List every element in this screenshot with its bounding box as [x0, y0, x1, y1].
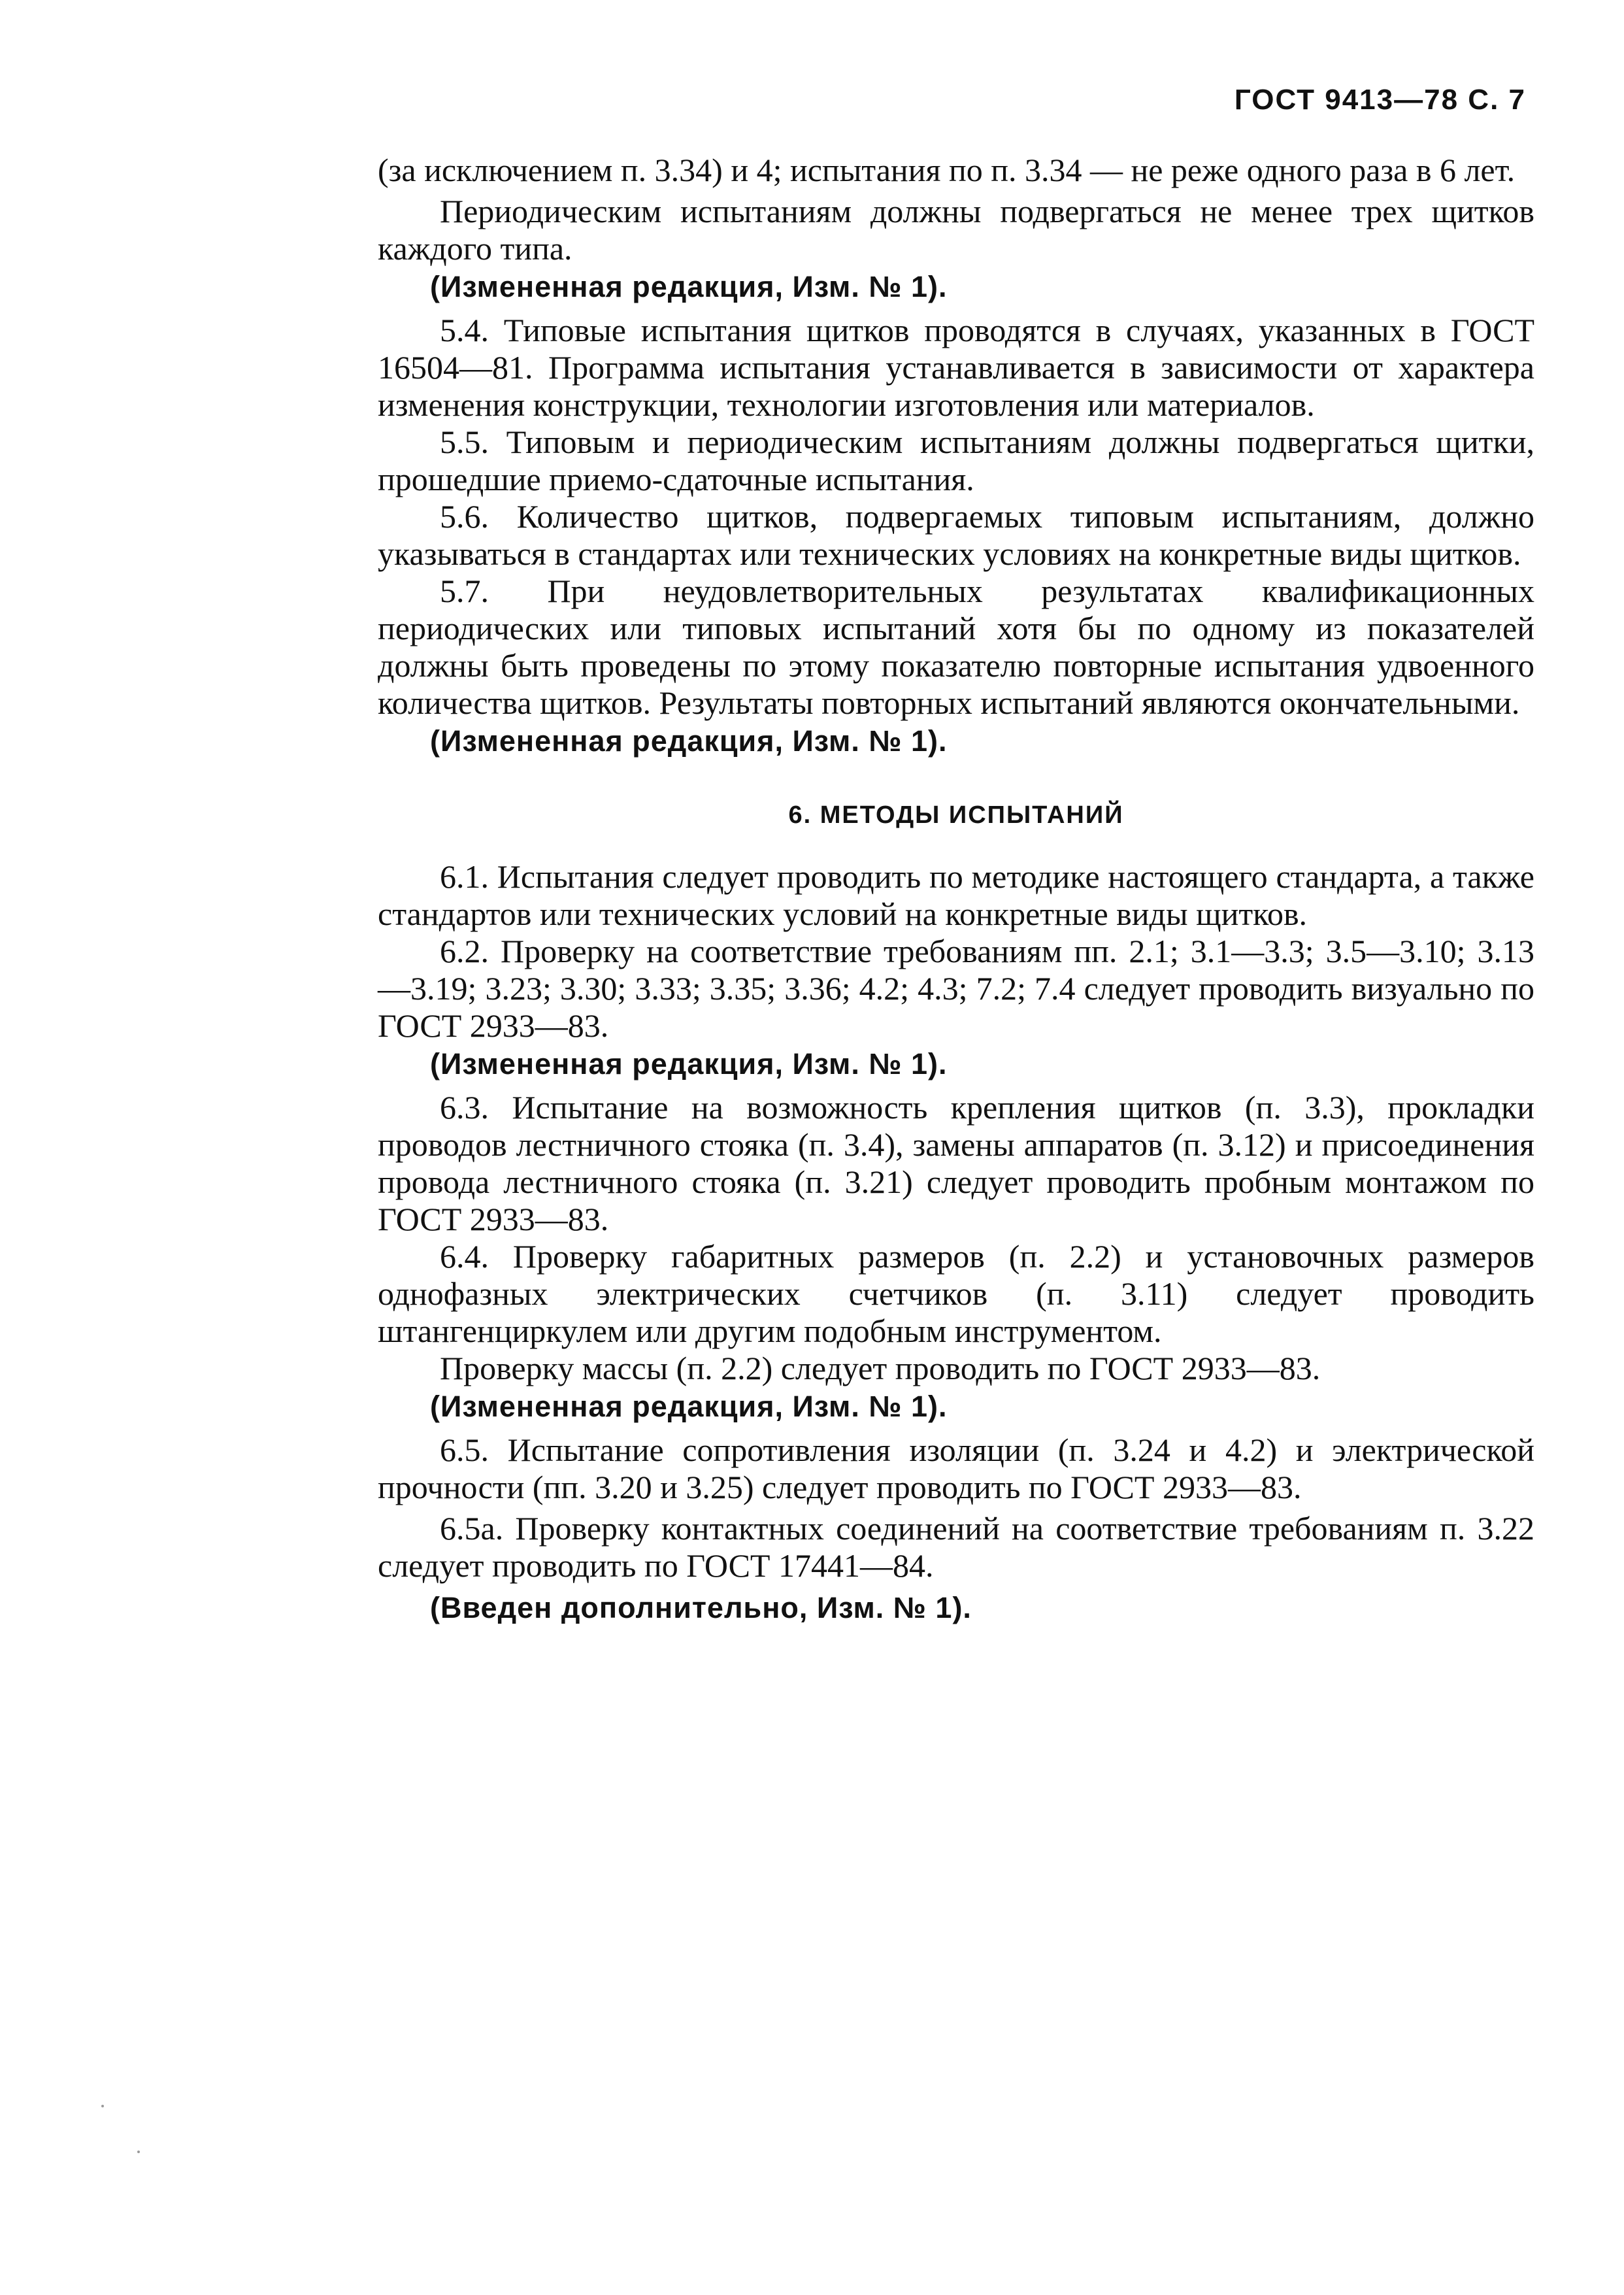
paragraph-5-7: 5.7. При неудовлетворительных результатах квалификационных периодических или типовых испытаний хотя бы по одному из показателей должны быть проведены по этому показателю повторные испытания удвоенного количества щитков. Результаты повторных испытаний являются окончательными. [378, 573, 1534, 721]
running-header: ГОСТ 9413—78 С. 7 [1234, 84, 1526, 116]
scan-speck [101, 2105, 104, 2107]
paragraph-periodic-tests: Периодическим испытаниям должны подвергаться не менее трех щитков каждого типа. [378, 193, 1534, 267]
amendment-note: (Измененная редакция, Изм. № 1). [430, 270, 948, 303]
paragraph-5-4: 5.4. Типовые испытания щитков проводятся в случаях, указанных в ГОСТ 16504—81. Программа испытания устанавливается в зависимости от характера изменения конструкции, технологии изготовления или материалов. [378, 312, 1534, 423]
paragraph-6-4: 6.4. Проверку габаритных размеров (п. 2.2) и установочных размеров однофазных электрических счетчиков (п. 3.11) следует проводить штангенциркулем или другим подобным инструментом. [378, 1238, 1534, 1349]
paragraph-5-5: 5.5. Типовым и периодическим испытаниям должны подвергаться щитки, прошедшие приемо-сдаточные испытания. [378, 424, 1534, 497]
paragraph-5-6: 5.6. Количество щитков, подвергаемых типовым испытаниям, должно указываться в стандартах или технических условиях на конкретные виды щитков. [378, 498, 1534, 572]
body-text [378, 152, 1534, 1633]
paragraph-continuation: (за исключением п. 3.34) и 4; испытания по п. 3.34 — не реже одного раза в 6 лет. [378, 152, 1516, 188]
paragraph-6-2: 6.2. Проверку на соответствие требованиям пп. 2.1; 3.1—3.3; 3.5—3.10; 3.13—3.19; 3.23; 3.30; 3.33; 3.35; 3.36; 4.2; 4.3; 7.2; 7.4 следует проводить визуально по ГОСТ 2933—83. [378, 933, 1534, 1044]
amendment-note: (Измененная редакция, Изм. № 1). [430, 1390, 948, 1423]
paragraph-6-5a: 6.5а. Проверку контактных соединений на соответствие требованиям п. 3.22 следует проводить по ГОСТ 17441—84. [378, 1510, 1534, 1584]
paragraph-6-3: 6.3. Испытание на возможность крепления щитков (п. 3.3), прокладки проводов лестничного стояка (п. 3.4), замены аппаратов (п. 3.12) и присоединения провода лестничного стояка (п. 3.21) следует проводить пробным монтажом по ГОСТ 2933—83. [378, 1089, 1534, 1237]
section-title: 6. МЕТОДЫ ИСПЫТАНИЙ [788, 801, 1124, 829]
amendment-note: (Измененная редакция, Изм. № 1). [430, 724, 948, 758]
paragraph-6-1: 6.1. Испытания следует проводить по методике настоящего стандарта, а также стандартов или технических условий на конкретные виды щитков. [378, 858, 1534, 932]
addition-note: (Введен дополнительно, Изм. № 1). [430, 1591, 972, 1624]
paragraph-mass-check: Проверку массы (п. 2.2) следует проводить по ГОСТ 2933—83. [440, 1350, 1321, 1386]
paragraph-6-5: 6.5. Испытание сопротивления изоляции (п. 3.24 и 4.2) и электрической прочности (пп. 3.20 и 3.25) следует проводить по ГОСТ 2933—83. [378, 1432, 1534, 1505]
scan-speck [137, 2151, 140, 2153]
amendment-note: (Измененная редакция, Изм. № 1). [430, 1047, 948, 1080]
